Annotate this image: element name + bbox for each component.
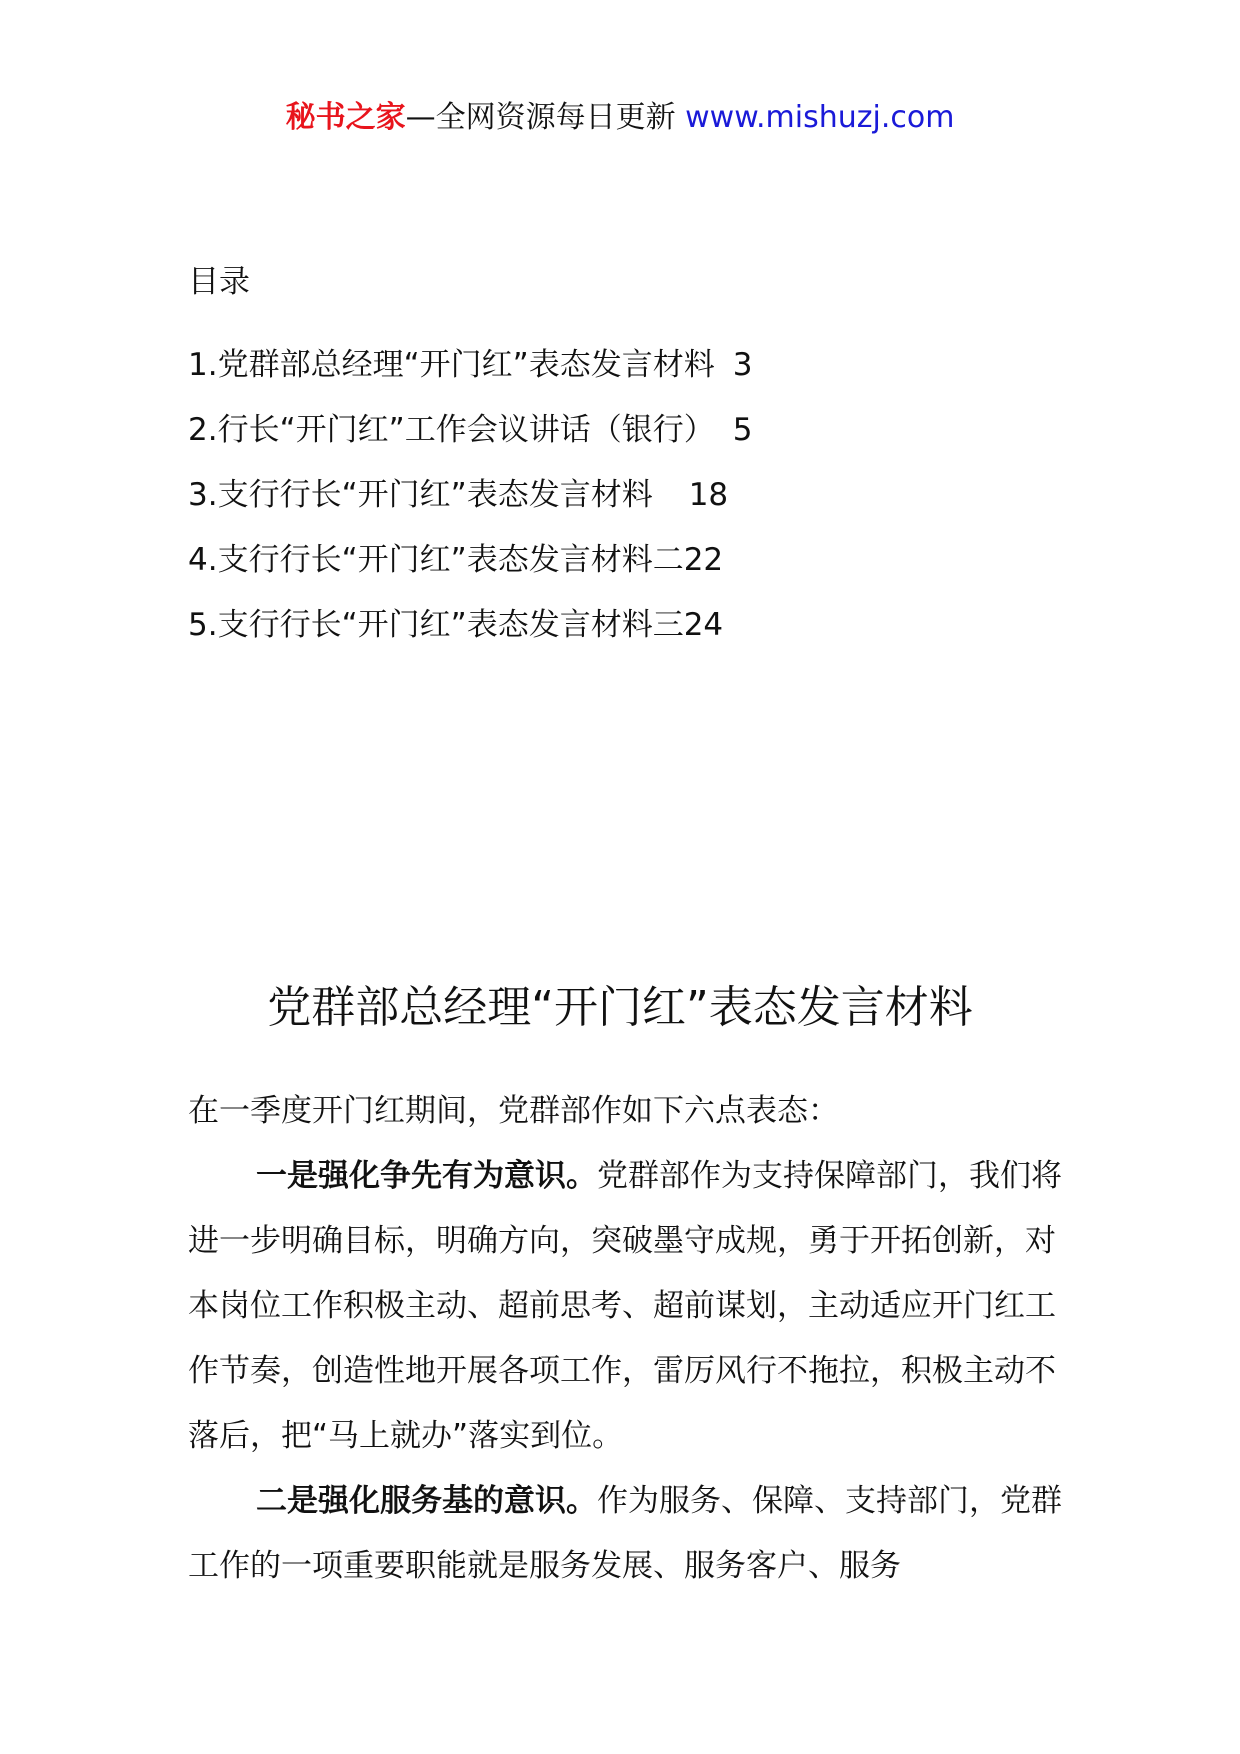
body-paragraph [188,1144,1068,1469]
toc-item-label: 4.支行行长“开门红”表态发言材料二 [188,542,684,578]
site-tagline: —全网资源每日更新 [405,100,686,135]
toc-item-page: 24 [683,607,724,643]
paragraph-text: 作为服务、保障、支持部门，党群工作的一项重要职能就是服务发展、服务客户、服务 [188,1483,1062,1584]
toc-item-page: 18 [688,477,729,513]
site-name: 秘书之家 [285,100,406,135]
toc-list [188,345,1088,670]
table-of-contents [188,262,1088,670]
page-header [0,100,1240,136]
paragraph-text: 党群部作为支持保障部门，我们将进一步明确目标，明确方向，突破墨守成规，勇于开拓创新，对本岗位工作积极主动、超前思考、超前谋划，主动适应开门红工作节奏，创造性地开展各项工作，雷厉风行不拖拉，积极主动不落后，把“马上就办”落实到位。 [188,1158,1062,1454]
toc-item-label: 1.党群部总经理“开门红”表态发言材料 [188,347,715,383]
toc-item-label: 2.行长“开门红”工作会议讲话（银行） [188,412,715,448]
body-paragraph [188,1469,1068,1599]
toc-item[interactable] [188,410,1088,475]
intro-paragraph: 在一季度开门红期间，党群部作如下六点表态： [188,1093,839,1129]
toc-item-label: 5.支行行长“开门红”表态发言材料三 [188,607,684,643]
toc-item-page: 5 [732,412,753,448]
document-body [188,1079,1068,1599]
document-title: 党群部总经理“开门红”表态发言材料 [267,982,973,1033]
toc-item-label: 3.支行行长“开门红”表态发言材料 [188,477,653,513]
toc-item[interactable] [188,475,1088,540]
toc-item[interactable] [188,605,1088,670]
paragraph-heading: 一是强化争先有为意识。 [256,1158,597,1194]
site-url-link[interactable]: www.mishuzj.com [685,100,955,135]
toc-item[interactable] [188,345,1088,410]
toc-item-page: 3 [732,347,753,383]
toc-title: 目录 [188,264,250,300]
toc-item-page: 22 [683,542,724,578]
toc-item[interactable] [188,540,1088,605]
paragraph-heading: 二是强化服务基的意识。 [256,1483,597,1519]
